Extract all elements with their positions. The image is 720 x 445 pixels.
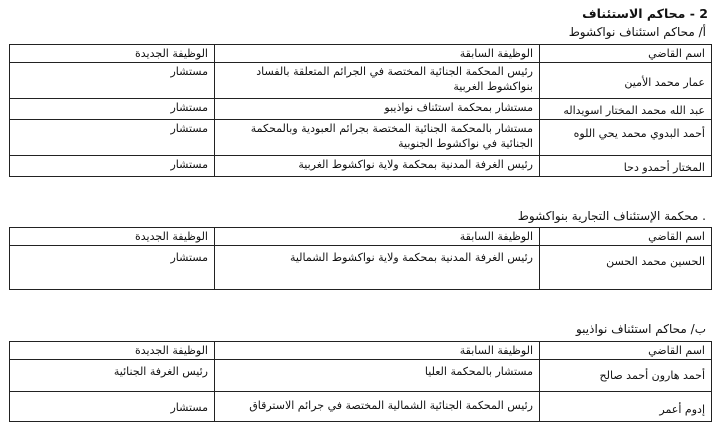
header-previous: الوظيفة السابقة xyxy=(215,45,540,63)
judges-table-b xyxy=(9,341,712,422)
table-row xyxy=(10,120,712,156)
judges-table-commercial xyxy=(9,227,712,290)
court-a-title: أ/ محاكم استئناف نواكشوط xyxy=(568,25,706,39)
section-title: 2 - محاكم الاستئناف xyxy=(582,6,708,21)
table-row xyxy=(10,246,712,290)
cell-previous: رئيس الغرفة المدنية بمحكمة ولاية نواكشوط الشمالية xyxy=(215,246,540,290)
table-row xyxy=(10,156,712,177)
table-row xyxy=(10,392,712,422)
cell-new: مستشار xyxy=(10,120,215,156)
cell-name: المختار أحمدو دحا xyxy=(540,156,712,177)
cell-name: أحمد هارون أحمد صالح xyxy=(540,360,712,392)
header-name: اسم القاضي xyxy=(540,45,712,63)
cell-new: مستشار xyxy=(10,63,215,99)
court-b-title: ب/ محاكم استئناف نواذيبو xyxy=(575,322,706,336)
header-new: الوظيفة الجديدة xyxy=(10,45,215,63)
header-name: اسم القاضي xyxy=(540,228,712,246)
header-name: اسم القاضي xyxy=(540,342,712,360)
cell-previous: رئيس المحكمة الجنائية الشمالية المختصة في جرائم الاسترقاق xyxy=(215,392,540,422)
header-new: الوظيفة الجديدة xyxy=(10,228,215,246)
header-previous: الوظيفة السابقة xyxy=(215,342,540,360)
cell-new: مستشار xyxy=(10,246,215,290)
cell-name: عمار محمد الأمين xyxy=(540,63,712,99)
cell-new: مستشار xyxy=(10,156,215,177)
table-row xyxy=(10,63,712,99)
table-header-row xyxy=(10,45,712,63)
commercial-court-title: . محكمة الإستئناف التجارية بنواكشوط xyxy=(517,209,706,223)
cell-new: مستشار xyxy=(10,99,215,120)
cell-name: عبد الله محمد المختار اسويداله xyxy=(540,99,712,120)
cell-previous: مستشار بمحكمة استئناف نواذيبو xyxy=(215,99,540,120)
cell-previous: مستشار بالمحكمة الجنائية المختصة بجرائم العبودية وبالمحكمة الجنائية في نواكشوط الجنوبية xyxy=(215,120,540,156)
cell-previous: مستشار بالمحكمة العليا xyxy=(215,360,540,392)
cell-new: رئيس الغرفة الجنائية xyxy=(10,360,215,392)
header-previous: الوظيفة السابقة xyxy=(215,228,540,246)
cell-name: أحمد البدوي محمد يحي اللوه xyxy=(540,120,712,156)
cell-previous: رئيس المحكمة الجنائية المختصة في الجرائم المتعلقة بالفساد بنواكشوط الغربية xyxy=(215,63,540,99)
cell-name: إدوم أعمر xyxy=(540,392,712,422)
cell-name: الحسين محمد الحسن xyxy=(540,246,712,290)
table-row xyxy=(10,99,712,120)
cell-previous: رئيس الغرفة المدنية بمحكمة ولاية نواكشوط الغربية xyxy=(215,156,540,177)
header-new: الوظيفة الجديدة xyxy=(10,342,215,360)
table-header-row xyxy=(10,228,712,246)
table-header-row xyxy=(10,342,712,360)
table-row xyxy=(10,360,712,392)
judges-table-a xyxy=(9,44,712,177)
cell-new: مستشار xyxy=(10,392,215,422)
